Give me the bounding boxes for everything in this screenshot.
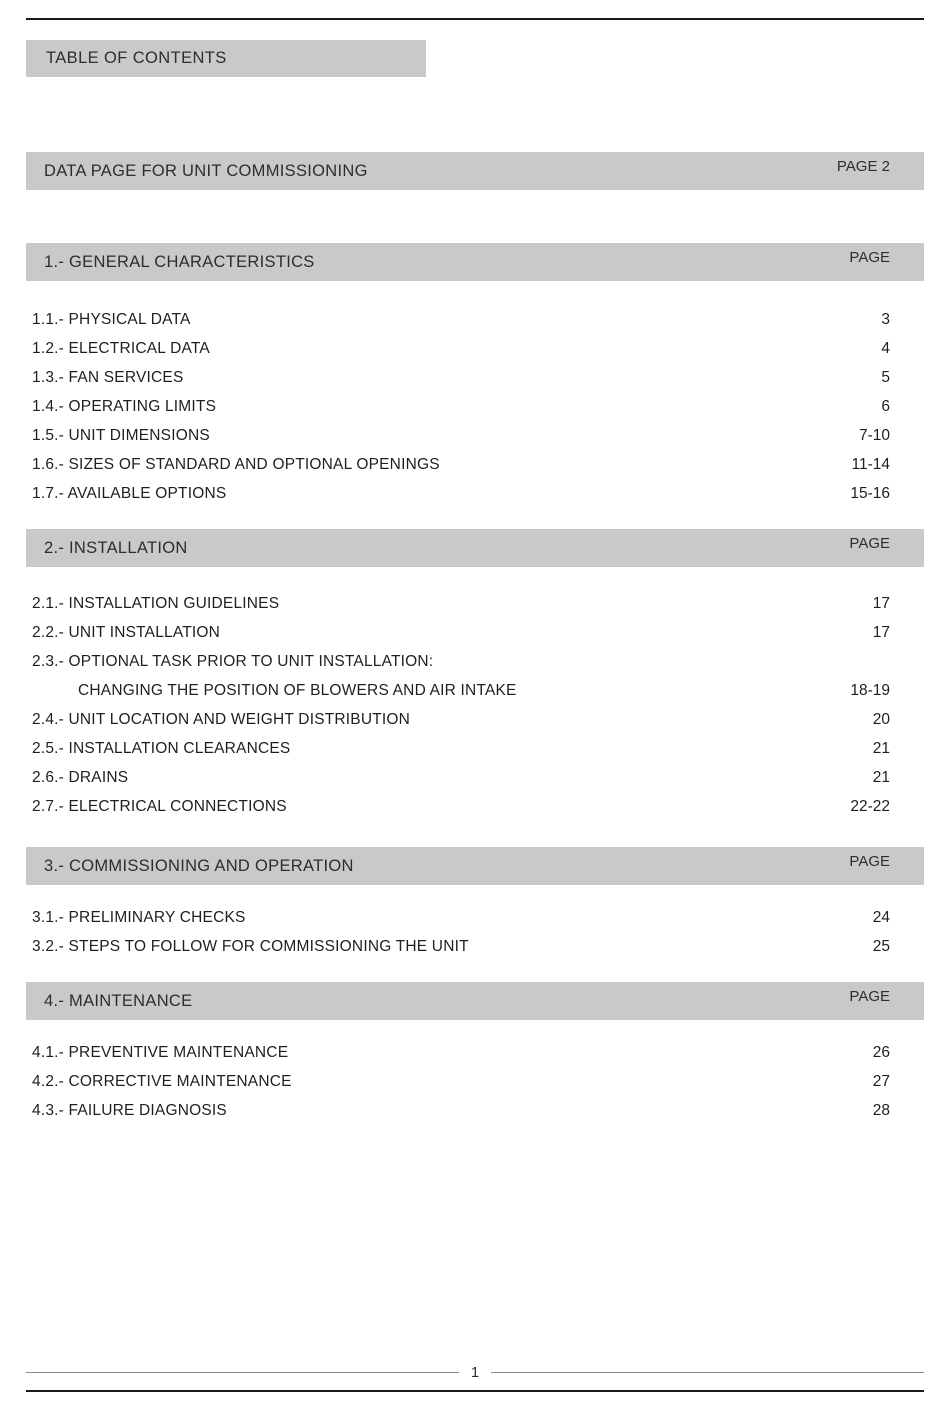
toc-item: [32, 1096, 890, 1125]
toc-item-label: 1.4.- OPERATING LIMITS: [32, 398, 217, 415]
section-title: 3.- COMMISSIONING AND OPERATION: [44, 856, 354, 875]
section-header-general-characteristics: [26, 243, 924, 281]
toc-item: [32, 1067, 890, 1096]
bottom-rule: [26, 1390, 924, 1392]
footer-left-rule: [26, 1372, 459, 1373]
toc-item-label: 2.1.- INSTALLATION GUIDELINES: [32, 595, 280, 612]
toc-item: [32, 450, 890, 479]
toc-title: TABLE OF CONTENTS: [46, 49, 227, 67]
section-page-label: PAGE: [849, 988, 890, 1005]
section-page-label: PAGE: [849, 535, 890, 552]
toc-item-page: 28: [872, 1102, 890, 1119]
data-page-bar: [26, 152, 924, 190]
toc-item: [32, 734, 890, 763]
toc-item-page: 3: [881, 311, 890, 328]
toc-item: [32, 1038, 890, 1067]
section-page-label: PAGE: [849, 853, 890, 870]
toc-item: [32, 305, 890, 334]
page-content: [26, 18, 924, 1125]
toc-item-page: 7-10: [858, 427, 890, 444]
toc-item-page: 4: [881, 340, 890, 357]
toc-item-label: 1.2.- ELECTRICAL DATA: [32, 340, 210, 357]
toc-item: [32, 903, 890, 932]
section-page-label: PAGE: [849, 249, 890, 266]
section-2-items: [26, 589, 924, 821]
top-rule: [26, 18, 924, 20]
toc-item-label: 2.4.- UNIT LOCATION AND WEIGHT DISTRIBUTION: [32, 711, 411, 728]
toc-item: [32, 932, 890, 961]
toc-item-label: 1.3.- FAN SERVICES: [32, 369, 184, 386]
toc-item: [32, 618, 890, 647]
toc-item-page: 22-22: [850, 798, 890, 815]
section-3-items: [26, 903, 924, 961]
toc-item-label: 2.2.- UNIT INSTALLATION: [32, 624, 221, 641]
section-header-maintenance: [26, 982, 924, 1020]
data-page-bar-page: PAGE 2: [836, 158, 890, 175]
toc-item: [32, 647, 890, 676]
toc-item-label: 2.7.- ELECTRICAL CONNECTIONS: [32, 798, 287, 815]
section-header-installation: [26, 529, 924, 567]
toc-item: [32, 589, 890, 618]
section-title: 2.- INSTALLATION: [44, 538, 188, 557]
footer-page-number: 1: [470, 1364, 480, 1381]
toc-item-label: 1.6.- SIZES OF STANDARD AND OPTIONAL OPENINGS: [32, 456, 440, 473]
toc-item-page: 15-16: [850, 485, 890, 502]
toc-item-continuation: [32, 676, 890, 705]
toc-item-label: 4.3.- FAILURE DIAGNOSIS: [32, 1102, 227, 1119]
section-1-items: [26, 305, 924, 508]
toc-item: [32, 392, 890, 421]
toc-item: [32, 763, 890, 792]
section-title: 4.- MAINTENANCE: [44, 991, 193, 1010]
toc-item-page: 24: [872, 909, 890, 926]
toc-item: [32, 479, 890, 508]
toc-item-page: 18-19: [850, 682, 890, 699]
toc-item-page: 5: [881, 369, 890, 386]
toc-item-label: 2.3.- OPTIONAL TASK PRIOR TO UNIT INSTALLATION:: [32, 653, 434, 670]
toc-item-page: 17: [872, 595, 890, 612]
toc-item-page: 17: [872, 624, 890, 641]
toc-item-label: 1.1.- PHYSICAL DATA: [32, 311, 191, 328]
toc-item: [32, 792, 890, 821]
toc-title-box: [26, 40, 426, 77]
toc-item-label: CHANGING THE POSITION OF BLOWERS AND AIR INTAKE: [78, 682, 517, 699]
section-header-commissioning-and-operation: [26, 847, 924, 885]
toc-item-label: 1.7.- AVAILABLE OPTIONS: [32, 485, 227, 502]
toc-item-label: 2.5.- INSTALLATION CLEARANCES: [32, 740, 291, 757]
toc-item-page: 20: [872, 711, 890, 728]
toc-item-label: 3.2.- STEPS TO FOLLOW FOR COMMISSIONING THE UNIT: [32, 938, 469, 955]
toc-item-page: 21: [872, 740, 890, 757]
section-4-items: [26, 1038, 924, 1125]
toc-item: [32, 363, 890, 392]
toc-item-page: 6: [881, 398, 890, 415]
toc-item-page: 26: [872, 1044, 890, 1061]
toc-item-label: 4.2.- CORRECTIVE MAINTENANCE: [32, 1073, 292, 1090]
footer-right-rule: [491, 1372, 924, 1373]
toc-item: [32, 421, 890, 450]
toc-item-page: 25: [872, 938, 890, 955]
toc-item: [32, 334, 890, 363]
section-title: 1.- GENERAL CHARACTERISTICS: [44, 252, 315, 271]
toc-item-label: 2.6.- DRAINS: [32, 769, 129, 786]
toc-item-page: 21: [872, 769, 890, 786]
footer-page-number-row: [26, 1364, 924, 1381]
toc-item-label: 3.1.- PRELIMINARY CHECKS: [32, 909, 246, 926]
toc-item-page: 27: [872, 1073, 890, 1090]
data-page-bar-label: DATA PAGE FOR UNIT COMMISSIONING: [44, 161, 368, 180]
toc-item-label: 1.5.- UNIT DIMENSIONS: [32, 427, 210, 444]
toc-item-page: 11-14: [851, 456, 890, 473]
toc-item-label: 4.1.- PREVENTIVE MAINTENANCE: [32, 1044, 289, 1061]
toc-item: [32, 705, 890, 734]
